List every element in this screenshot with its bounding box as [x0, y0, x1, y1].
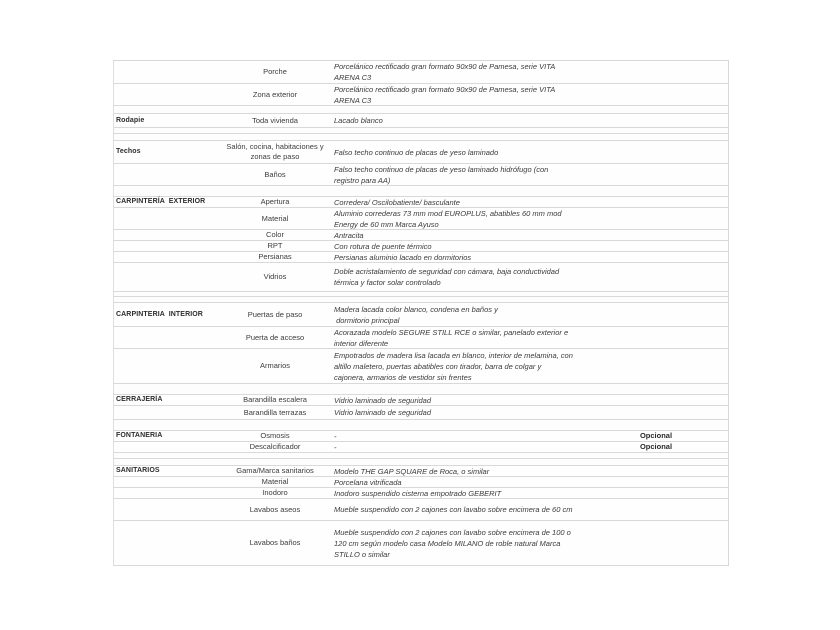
description-text: Madera lacada color blanco, condena en baños y	[334, 304, 498, 314]
item-label: Gama/Marca sanitarios	[236, 466, 314, 475]
item-cell	[216, 466, 334, 476]
item-cell	[216, 197, 334, 207]
description-text: Lacado blanco	[334, 116, 383, 125]
description-cell	[334, 230, 584, 241]
description-cell	[334, 395, 584, 406]
item-label: Toda vivienda	[252, 115, 298, 125]
item-label: Porche	[263, 67, 287, 76]
item-cell	[216, 310, 334, 320]
description-cell	[334, 252, 584, 263]
item-label: Apertura	[260, 197, 290, 206]
category-cell	[114, 466, 216, 476]
item-cell	[216, 395, 334, 405]
item-label: Lavabos baños	[249, 538, 301, 547]
category-label: Rodapie	[116, 116, 145, 124]
description-text: Doble acristalamiento de seguridad con cámara, baja conductividad	[334, 267, 560, 276]
description-text: registro para AA)	[334, 175, 391, 185]
item-cell	[216, 408, 334, 418]
description-cell	[334, 350, 584, 383]
item-cell	[216, 272, 334, 282]
description-text: Porcelánico rectificado gran formato 90x90 de Pamesa, serie VITA	[334, 84, 556, 94]
description-text: ARENA C3	[334, 73, 372, 82]
item-label: Descalcificador	[249, 442, 301, 451]
category-label: CARPINTERIA INTERIOR	[116, 310, 203, 318]
category-cell	[114, 197, 216, 207]
item-cell	[216, 241, 334, 251]
description-text: Acorazada modelo SEGURE STILL RCE o similar, panelado exterior e	[334, 327, 569, 337]
spec-table	[113, 60, 729, 566]
optional-badge: Opcional	[639, 442, 673, 451]
spacer-row	[114, 106, 728, 114]
item-cell	[216, 538, 334, 548]
table-row	[114, 406, 728, 420]
note-cell	[584, 431, 728, 441]
description-text: Aluminio correderas 73 mm mod EUROPLUS, abatibles 60 mm mod	[334, 208, 562, 218]
item-cell	[216, 442, 334, 452]
description-text: Persianas aluminio lacado en dormitorios	[334, 252, 472, 262]
description-text: Vidrio laminado de seguridad	[334, 395, 432, 405]
table-row	[114, 197, 728, 208]
description-cell	[334, 84, 584, 106]
item-cell	[216, 505, 334, 515]
item-label: Salón, cocina, habitaciones y	[226, 142, 324, 151]
description-text: Falso techo continuo de placas de yeso laminado hidrófugo (con	[334, 164, 549, 174]
description-cell	[334, 407, 584, 418]
table-row	[114, 395, 728, 406]
description-text: Mueble suspendido con 2 cajones con lavabo sobre encimera de 100 o	[334, 527, 571, 537]
table-row	[114, 252, 728, 263]
table-row	[114, 230, 728, 241]
category-cell	[114, 310, 216, 320]
item-cell	[216, 488, 334, 498]
table-row	[114, 431, 728, 442]
spacer-row	[114, 420, 728, 431]
description-cell	[334, 197, 584, 208]
description-cell	[334, 442, 584, 453]
table-row	[114, 349, 728, 384]
table-row	[114, 141, 728, 164]
table-row	[114, 61, 728, 84]
description-cell	[334, 115, 584, 126]
description-text: cajonera, armarios de vestidor sin frentes	[334, 372, 472, 382]
description-text: Inodoro suspendido cisterna empotrado GEBERIT	[334, 488, 502, 498]
category-cell	[114, 395, 216, 405]
table-row	[114, 303, 728, 327]
item-cell	[216, 90, 334, 100]
category-cell	[114, 431, 216, 441]
item-cell	[216, 142, 334, 162]
description-text: térmica y factor solar controlado	[334, 278, 441, 287]
description-text: dormitorio principal	[334, 315, 400, 325]
description-cell	[334, 164, 584, 186]
item-label: Osmosis	[260, 431, 290, 440]
item-label: zonas de paso	[250, 152, 300, 161]
description-cell	[334, 304, 584, 326]
table-row	[114, 84, 728, 106]
item-label: Puerta de acceso	[245, 332, 305, 342]
item-cell	[216, 116, 334, 126]
description-text: Mueble suspendido con 2 cajones con lavabo sobre encimera de 60 cm	[334, 505, 573, 514]
item-cell	[216, 214, 334, 224]
item-label: Puertas de paso	[247, 309, 303, 319]
item-label: Lavabos aseos	[249, 504, 301, 514]
note-cell	[584, 442, 728, 452]
item-label: Barandilla terrazas	[243, 407, 307, 417]
item-label: Inodoro	[262, 488, 288, 497]
table-row	[114, 164, 728, 186]
description-text: Energy de 60 mm Marca Ayuso	[334, 219, 439, 229]
description-cell	[334, 527, 584, 560]
category-label: CERRAJERÍA	[116, 396, 163, 403]
item-label: Vidrios	[263, 272, 287, 281]
description-text: Porcelana vitrificada	[334, 477, 402, 487]
description-text: altillo maletero, puertas abatibles con tirador, barra de colgar y	[334, 361, 542, 371]
description-cell	[334, 147, 584, 158]
description-text: STILLO o similar	[334, 549, 390, 559]
description-cell	[334, 208, 584, 230]
item-label: Armarios	[259, 361, 290, 370]
table-row	[114, 466, 728, 477]
spacer-row	[114, 186, 728, 197]
item-cell	[216, 333, 334, 343]
description-cell	[334, 266, 584, 288]
description-text: -	[334, 442, 337, 452]
table-row	[114, 477, 728, 488]
table-row	[114, 442, 728, 453]
description-cell	[334, 241, 584, 252]
category-cell	[114, 116, 216, 126]
description-text: Corredera/ Oscilobatiente/ basculante	[334, 197, 460, 207]
description-text: Antracita	[334, 230, 364, 240]
item-label: Material	[261, 213, 289, 223]
item-label: Zona exterior	[252, 89, 298, 99]
description-text: Falso techo continuo de placas de yeso laminado	[334, 147, 499, 157]
item-cell	[216, 67, 334, 77]
item-label: RPT	[267, 241, 283, 250]
description-text: Empotrados de madera lisa lacada en blanco, interior de melamina, con	[334, 350, 573, 360]
optional-badge: Opcional	[639, 431, 673, 440]
table-row	[114, 327, 728, 349]
item-label: Persianas	[258, 252, 292, 261]
table-row	[114, 208, 728, 230]
category-cell	[114, 147, 216, 157]
item-cell	[216, 230, 334, 240]
table-row	[114, 241, 728, 252]
table-row	[114, 488, 728, 499]
item-cell	[216, 477, 334, 487]
category-label: Techos	[116, 148, 141, 155]
item-cell	[216, 361, 334, 371]
table-row	[114, 263, 728, 292]
spacer-row	[114, 134, 728, 141]
category-label: FONTANERIA	[116, 432, 163, 439]
description-cell	[334, 431, 584, 442]
description-text: -	[334, 431, 337, 441]
description-text: ARENA C3	[334, 95, 372, 105]
item-cell	[216, 431, 334, 441]
category-label: CARPINTERÍA EXTERIOR	[116, 198, 206, 205]
description-text: Porcelánico rectificado gran formato 90x90 de Pamesa, serie VITA	[334, 62, 556, 71]
table-row	[114, 114, 728, 128]
description-text: Vidrio laminado de seguridad	[334, 408, 432, 417]
table-row	[114, 521, 728, 566]
description-cell	[334, 504, 584, 515]
category-label: SANITARIOS	[116, 467, 160, 474]
item-label: Material	[261, 477, 289, 486]
description-text: 120 cm según modelo casa Modelo MILANO de roble natural Marca	[334, 538, 561, 548]
item-cell	[216, 170, 334, 180]
table-row	[114, 499, 728, 521]
item-label: Baños	[264, 169, 286, 179]
description-text: interior diferente	[334, 338, 389, 348]
description-cell	[334, 466, 584, 477]
item-label: Color	[266, 230, 284, 239]
description-cell	[334, 327, 584, 349]
description-cell	[334, 477, 584, 488]
item-label: Barandilla escalera	[243, 395, 307, 404]
description-cell	[334, 61, 584, 83]
item-cell	[216, 252, 334, 262]
description-cell	[334, 488, 584, 499]
description-text: Con rotura de puente térmico	[334, 241, 432, 251]
spacer-row	[114, 384, 728, 395]
description-text: Modelo THE GAP SQUARE de Roca, o similar	[334, 466, 490, 476]
